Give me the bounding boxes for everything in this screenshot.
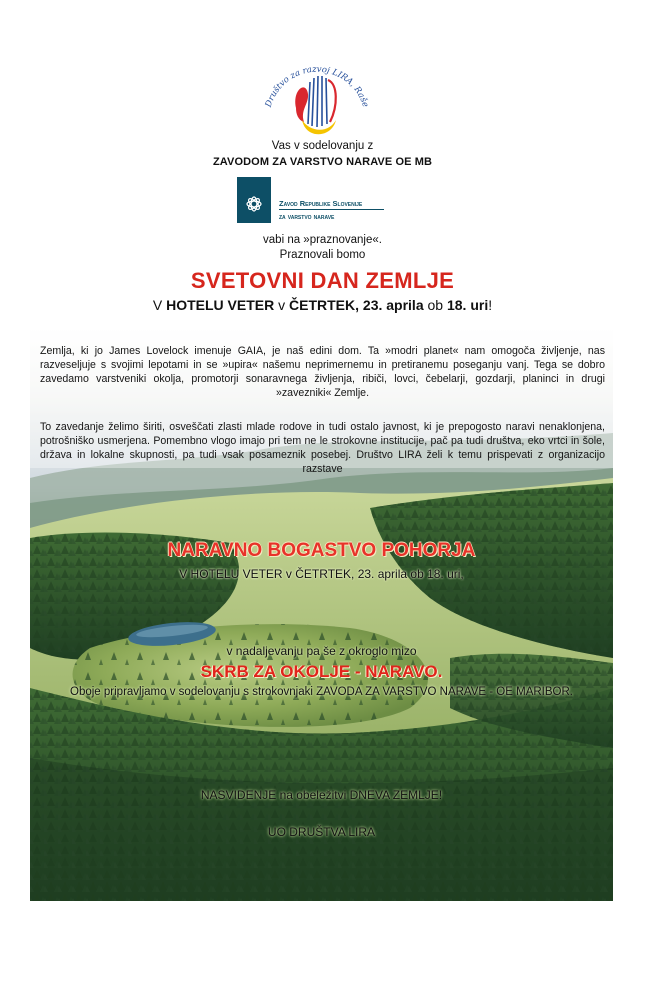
paragraph-gaia: Zemlja, ki jo James Lovelock imenuje GAIA, je naš edini dom. Ta »modri planet« nam omogoča življenje, nas razveseljuje s svojimi lepotami in se »upira« našemu neprimernemu in pretiranemu poseganju vanj. Tega se dobro zavedamo varstveniki okolja, promotorji sonaravnega življenja, ribiči, lovci, čebelarji, gozdarji, planinci in drugi »zavezniki« Zemlje. [40, 345, 605, 399]
lira-emblem-icon [252, 50, 382, 145]
invite-line-1: vabi na »praznovanje«. [263, 234, 382, 246]
subtitle-time: 18. uri [446, 297, 489, 313]
pohorje-landscape-photo [30, 328, 613, 901]
subtitle-part-4: ! [488, 297, 493, 313]
zrsvn-name-line1: Zavod Republike Slovenije [279, 199, 363, 208]
intro-text: Vas v sodelovanju z [271, 140, 374, 152]
subtitle-venue: HOTELU VETER [166, 297, 275, 313]
lyre-strings [308, 76, 327, 127]
flower-emblem-icon [237, 177, 271, 223]
subtitle-part-3: ob [423, 297, 447, 313]
logo-arc-textpath: Društvo za razvoj LIRA, Raše [263, 64, 371, 109]
zrsvn-name-line2: za varstvo narave [279, 212, 335, 221]
landscape-illustration [30, 328, 613, 901]
event-subtitle [0, 297, 645, 313]
subtitle-date: ČETRTEK, 23. aprila [289, 297, 424, 313]
zrsvn-logo [237, 177, 271, 223]
subtitle-part-2: v [274, 297, 290, 313]
subtitle-part-1: V [152, 297, 167, 313]
lira-logo [252, 50, 382, 145]
exhibition-subtitle: V HOTELU VETER v ČETRTEK, 23. aprila ob 18. uri, [179, 567, 464, 581]
invite-line-2: Praznovali bomo [279, 249, 366, 261]
event-title: SVETOVNI DAN ZEMLJE [190, 268, 455, 293]
exhibition-title: NARAVNO BOGASTVO POHORJA [167, 540, 476, 561]
farewell-text: NASVIDENJE na obeležitvi DNEVA ZEMLJE! [200, 788, 443, 802]
zrsvn-divider [279, 209, 384, 210]
paragraph-awareness: To zavedanje želimo širiti, osveščati zlasti mlade rodove in tudi ostalo javnost, ki je prepogosto naravi nenaklonjena, potrošniško usmerjena. Pomembno vlogo imajo pri tem ne le strokovne institucije, pač pa tudi društva, eko vrtci in šole, država in lokalne skupnosti, pa tudi vsak posameznik posebej. Društvo LIRA želi k temu prispevati z organizacijo razstave [40, 421, 605, 475]
roundtable-title: SKRB ZA OKOLJE - NARAVO. [200, 662, 443, 681]
partner-name: ZAVODOM ZA VARSTVO NARAVE OE MB [212, 156, 433, 168]
roundtable-note: Oboje pripravljamo v sodelovanju s strokovnjaki ZAVODA ZA VARSTVO NARAVE - OE MARIBOR. [70, 686, 573, 698]
signature-text: UO DRUŠTVA LIRA [267, 825, 376, 839]
zrsvn-name [279, 199, 362, 222]
lyre-red-shape [295, 87, 308, 122]
roundtable-intro: v nadaljevanju pa še z okroglo mizo [226, 644, 417, 658]
